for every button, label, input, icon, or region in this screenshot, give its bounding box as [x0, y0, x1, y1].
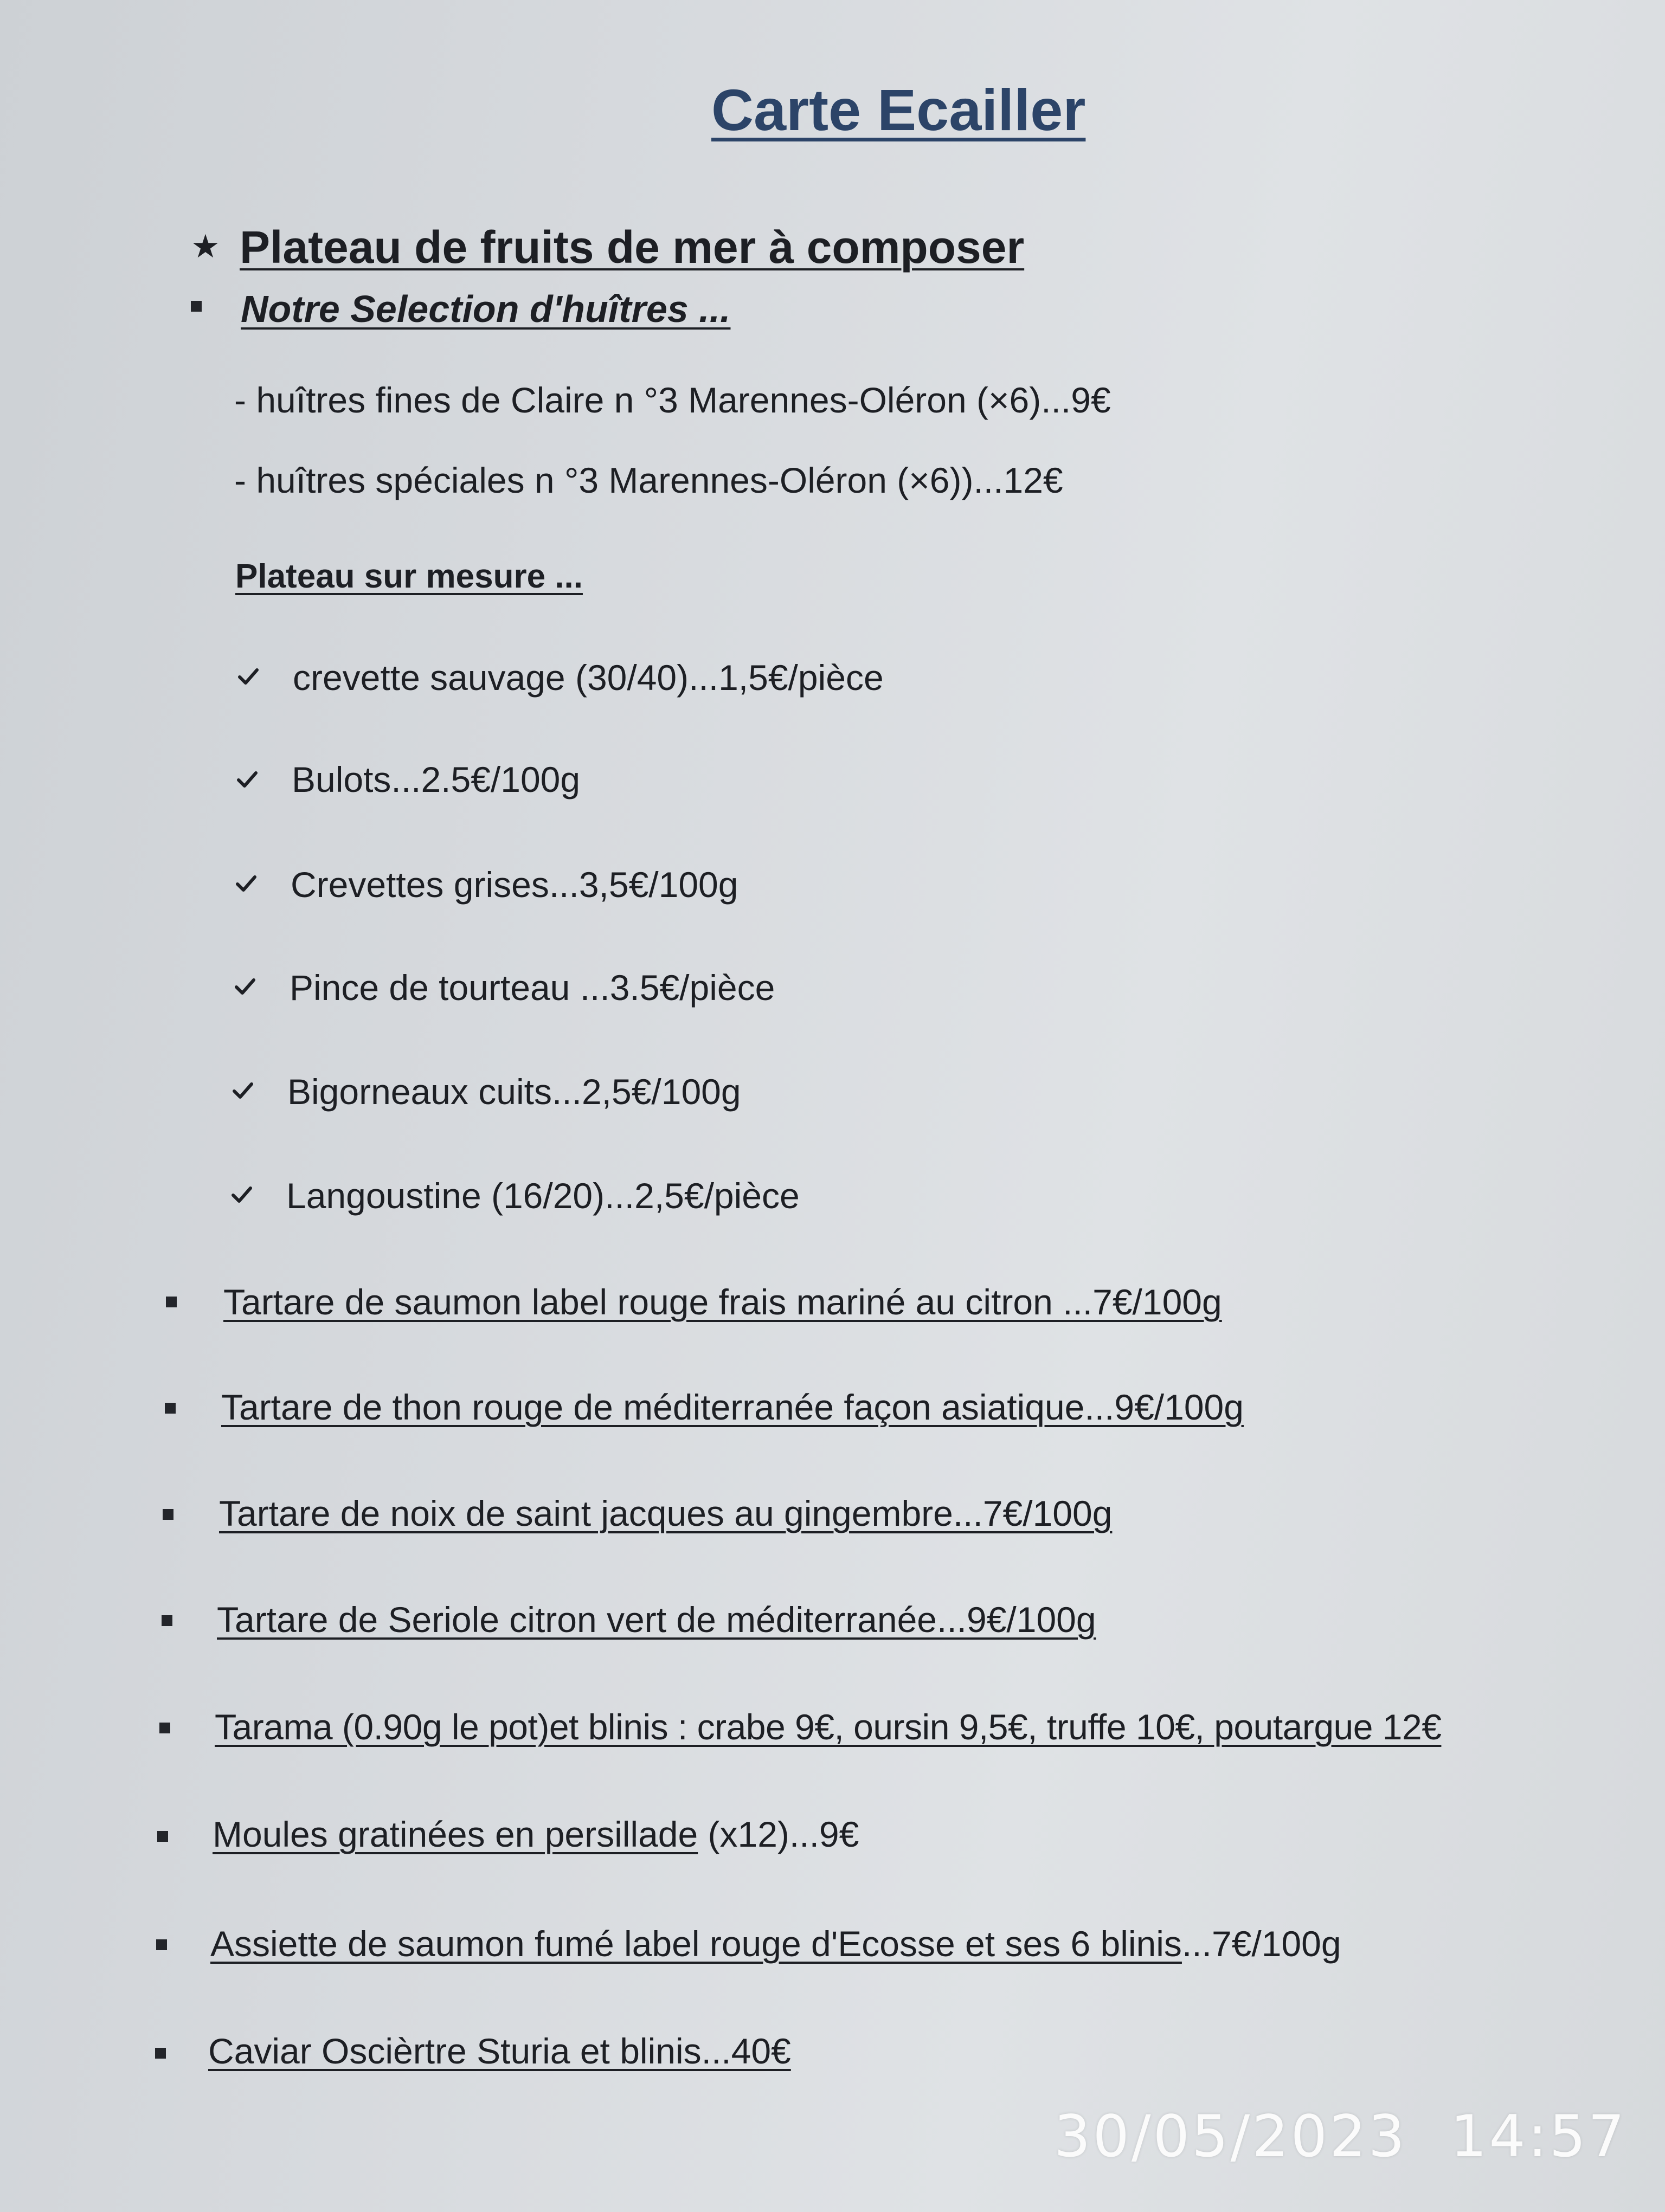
dish-underlined: Assiette de saumon fumé label rouge d'Ecosse et ses 6 blinis	[210, 1924, 1182, 1964]
dish-underlined: Tartare de saumon label rouge frais mariné au citron ...7€/100g	[223, 1282, 1222, 1322]
check-icon	[231, 1184, 253, 1205]
dish-item	[213, 1814, 859, 1855]
dish-item	[221, 1386, 1244, 1428]
dish-rest: (x12)...9€	[698, 1814, 859, 1854]
dish-underlined: Tartare de thon rouge de méditerranée façon asiatique...9€/100g	[221, 1387, 1244, 1427]
sur-mesure-item: Pince de tourteau ...3.5€/pièce	[290, 968, 775, 1008]
dish-item	[223, 1281, 1222, 1323]
dish-underlined: Moules gratinées en persillade	[213, 1814, 698, 1854]
square-bullet-icon	[165, 1403, 176, 1414]
dish-underlined: Tartare de Seriole citron vert de méditerranée...9€/100g	[217, 1600, 1096, 1640]
oyster-item: - huîtres spéciales n °3 Marennes-Oléron (×6))...12€	[234, 460, 1063, 500]
square-bullet-icon	[166, 1297, 177, 1307]
timestamp-time: 14:57	[1450, 2103, 1627, 2170]
sur-mesure-heading: Plateau sur mesure ...	[235, 558, 583, 595]
check-icon	[232, 1080, 254, 1101]
dish-underlined: Tartare de noix de saint jacques au gingembre...7€/100g	[219, 1493, 1113, 1533]
oyster-item: - huîtres fines de Claire n °3 Marennes-Oléron (×6)...9€	[234, 380, 1111, 420]
timestamp-date: 30/05/2023	[1054, 2103, 1407, 2170]
check-icon	[237, 666, 259, 687]
sur-mesure-item: Langoustine (16/20)...2,5€/pièce	[286, 1176, 800, 1216]
plateau-heading: Plateau de fruits de mer à composer	[240, 222, 1025, 273]
square-bullet-icon	[155, 2048, 166, 2059]
check-icon	[234, 976, 256, 997]
check-icon	[236, 769, 258, 790]
square-bullet-icon	[162, 1615, 172, 1626]
square-bullet-icon	[157, 1831, 168, 1842]
sur-mesure-item: Crevettes grises...3,5€/100g	[291, 865, 738, 905]
photo-timestamp	[1054, 2103, 1627, 2170]
sur-mesure-item: Bulots...2.5€/100g	[292, 759, 581, 799]
sur-mesure-item: Bigorneaux cuits...2,5€/100g	[287, 1072, 741, 1112]
square-bullet-icon	[159, 1723, 170, 1733]
sur-mesure-item: crevette sauvage (30/40)...1,5€/pièce	[293, 657, 884, 698]
dish-underlined: Caviar Oscièrtre Sturia et blinis...40€	[208, 2031, 791, 2071]
page-title: Carte Ecailler	[711, 77, 1086, 143]
dish-rest: ...7€/100g	[1181, 1924, 1341, 1964]
square-bullet-icon	[156, 1939, 167, 1950]
dish-item	[210, 1923, 1341, 1964]
square-bullet-icon	[163, 1509, 173, 1520]
star-icon: ★	[191, 228, 220, 265]
check-icon	[235, 873, 257, 894]
dish-item	[219, 1493, 1112, 1534]
dish-item	[208, 2030, 791, 2072]
square-bullet-icon	[191, 301, 202, 312]
selection-heading: Notre Selection d'huîtres ...	[241, 288, 731, 330]
dish-item	[217, 1599, 1096, 1640]
dish-item	[215, 1706, 1441, 1747]
dish-underlined: Tarama (0.90g le pot)et blinis : crabe 9€, oursin 9,5€, truffe 10€, poutargue 12€	[215, 1707, 1442, 1747]
